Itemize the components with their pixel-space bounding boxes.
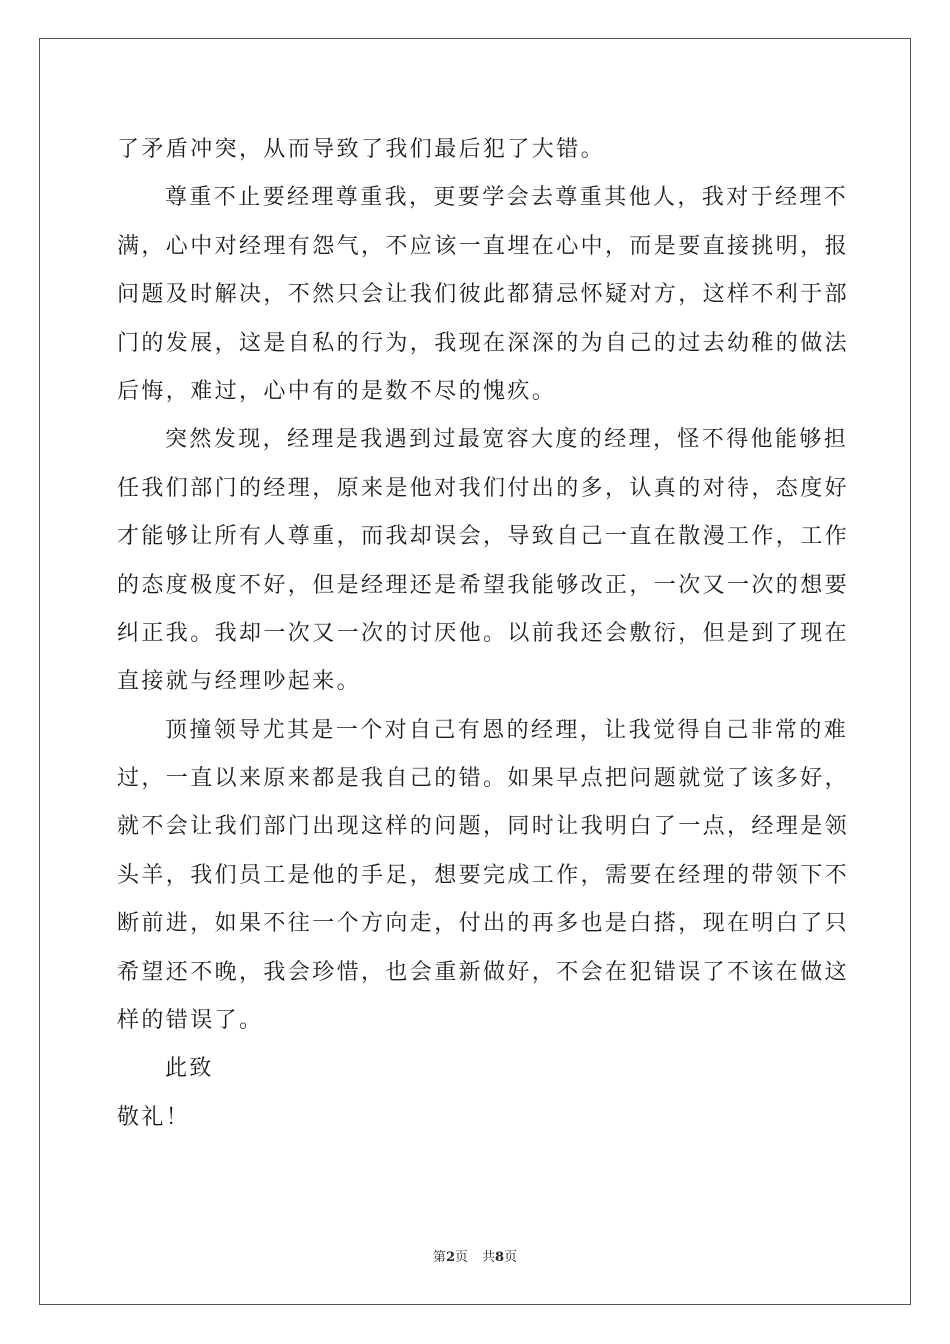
text-line-19: 样的错误了。 [117,1008,264,1034]
footer-total-suffix: 页 [504,1250,518,1265]
text-line-7: 突然发现，经理是我遇到过最宽容大度的经理，怪不得他能够担 [165,427,849,453]
text-line-13: 顶撞领导尤其是一个对自己有恩的经理，让我觉得自己非常的难 [165,717,849,743]
text-line-4: 问题及时解决，不然只会让我们彼此都猜忌怀疑对方，这样不利于部 [117,282,850,308]
text-line-8: 任我们部门的经理，原来是他对我们付出的多，认真的对待，态度好 [117,475,850,501]
current-page-number: 2 [445,1250,455,1265]
text-line-18: 希望还不晚，我会珍惜，也会重新做好，不会在犯错误了不该在做这 [117,959,850,985]
text-line-15: 就不会让我们部门出现这样的问题，同时让我明白了一点，经理是领 [117,814,850,840]
text-line-2: 尊重不止要经理尊重我，更要学会去尊重其他人，我对于经理不 [165,185,849,211]
text-line-16: 头羊，我们员工是他的手足，想要完成工作，需要在经理的带领下不 [117,862,850,888]
closing-regards: 敬礼！ [117,1104,191,1130]
closing-salutation: 此致 [165,1056,214,1082]
text-line-5: 门的发展，这是自私的行为，我现在深深的为自己的过去幼稚的做法 [117,330,850,356]
text-line-12: 直接就与经理吵起来。 [117,669,362,695]
page-footer [0,1246,950,1265]
total-pages-number: 8 [495,1250,505,1265]
text-line-17: 断前进，如果不往一个方向走，付出的再多也是白搭，现在明白了只 [117,911,850,937]
text-line-10: 的态度极度不好，但是经理还是希望我能够改正，一次又一次的想要 [117,572,850,598]
footer-page-suffix: 页 [454,1250,468,1265]
footer-prefix: 第 [432,1250,446,1265]
text-line-6: 后悔，难过，心中有的是数不尽的愧疚。 [117,378,557,404]
footer-total-prefix: 共 [482,1250,496,1265]
text-line-11: 纠正我。我却一次又一次的讨厌他。以前我还会敷衍，但是到了现在 [117,620,850,646]
text-line-9: 才能够让所有人尊重，而我却误会，导致自己一直在散漫工作，工作 [117,524,850,550]
text-line-1: 了矛盾冲突，从而导致了我们最后犯了大错。 [117,137,606,162]
letter-body [117,126,850,1142]
text-line-14: 过，一直以来原来都是我自己的错。如果早点把问题就觉了该多好， [117,766,850,792]
text-line-3: 满，心中对经理有怨气，不应该一直埋在心中，而是要直接挑明，报 [117,233,850,259]
